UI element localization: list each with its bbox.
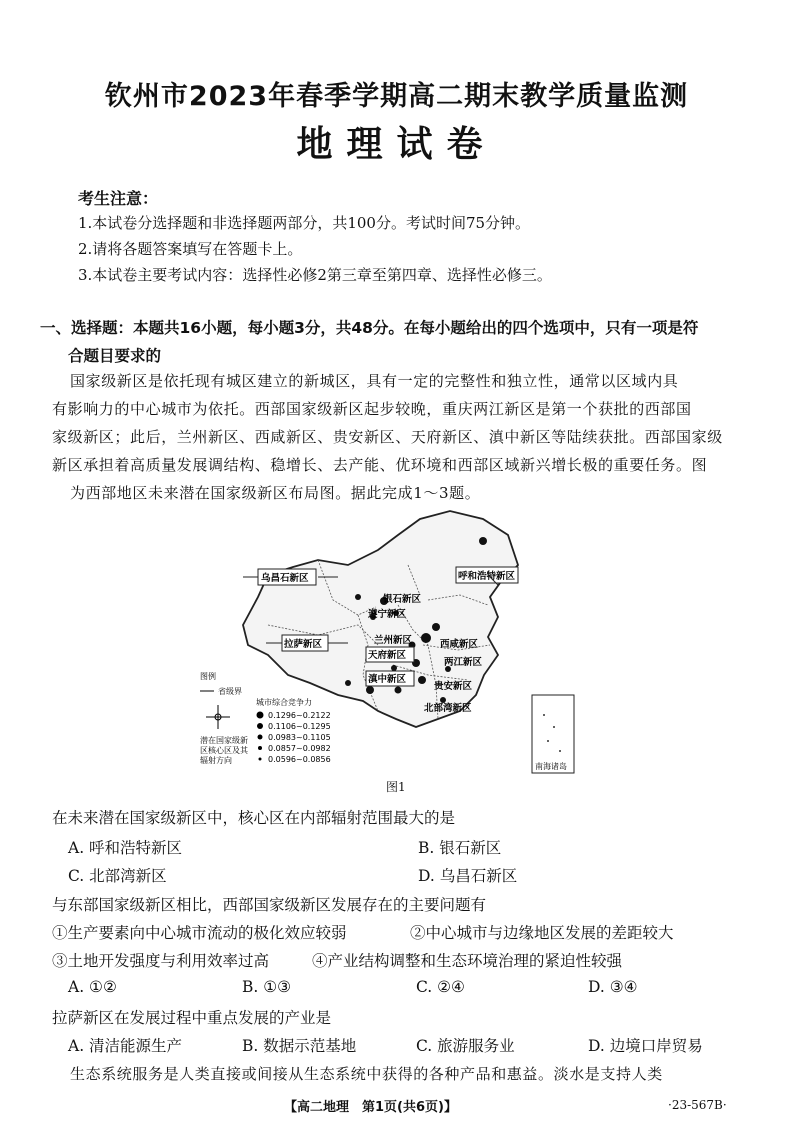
legend-level: 0.0857~0.0982 xyxy=(268,744,331,753)
option: B. ①③ xyxy=(242,978,292,996)
passage-line: 国家级新区是依托现有城区建立的新城区，具有一定的完整性和独立性，通常以区域内具 xyxy=(70,372,679,390)
passage-line: 家级新区；此后，兰州新区、西咸新区、贵安新区、天府新区、滇中新区等陆续获批。西部国家级 xyxy=(52,428,723,446)
south-china-sea-inset xyxy=(532,695,574,773)
legend-level: 0.1296~0.2122 xyxy=(268,711,331,720)
legend-arrow-icon xyxy=(206,705,230,729)
next-passage-line: 生态系统服务是人类直接或间接从生态系统中获得的各种产品和惠益。淡水是支持人类 xyxy=(70,1065,663,1083)
option: D. ③④ xyxy=(588,978,638,996)
region-label: 贵安新区 xyxy=(434,681,473,692)
inset-label: 南海诸岛 xyxy=(535,762,567,771)
passage-line: 为西部地区未来潜在国家级新区布局图。据此完成1～3题。 xyxy=(70,484,481,502)
option: A. 清洁能源生产 xyxy=(68,1037,183,1055)
option: B. 数据示范基地 xyxy=(242,1037,357,1055)
region-label: 两江新区 xyxy=(444,657,483,668)
region-label: 天府新区 xyxy=(368,650,407,661)
option: D. 乌昌石新区 xyxy=(418,867,518,885)
passage-line: 有影响力的中心城市为依托。西部国家级新区起步较晚，重庆两江新区是第一个获批的西部国 xyxy=(52,400,692,418)
statement: ④产业结构调整和生态环境治理的紧迫性较强 xyxy=(312,952,623,970)
region-label: 西咸新区 xyxy=(440,639,479,650)
legend-zone-line: 区核心区及其 xyxy=(200,746,248,755)
region-label: 北部湾新区 xyxy=(424,703,472,714)
region-label: 拉萨新区 xyxy=(284,639,323,650)
exam-code: ·23-567B· xyxy=(668,1098,727,1112)
statement: ②中心城市与边缘地区发展的差距较大 xyxy=(410,924,674,942)
region-label: 银石新区 xyxy=(383,594,422,605)
page-footer: 【高二地理 第1页(共6页)】 xyxy=(284,1100,457,1115)
question-stem: 拉萨新区在发展过程中重点发展的产业是 xyxy=(52,1009,332,1027)
option: A. ①② xyxy=(68,978,117,996)
section-heading: 一、选择题：本题共16小题，每小题3分，共48分。在每小题给出的四个选项中，只有一项是符 xyxy=(40,319,699,337)
notice-item: 1.本试卷分选择题和非选择题两部分，共100分。考试时间75分钟。 xyxy=(78,214,531,232)
legend-title: 图例 xyxy=(200,672,216,681)
region-label: 兰州新区 xyxy=(374,635,413,646)
western-new-area-map xyxy=(198,505,588,777)
option: B. 银石新区 xyxy=(418,839,502,857)
question-stem: 与东部国家级新区相比，西部国家级新区发展存在的主要问题有 xyxy=(52,896,487,914)
question-stem: 在未来潜在国家级新区中，核心区在内部辐射范围最大的是 xyxy=(52,809,456,827)
section-heading-cont: 合题目要求的 xyxy=(68,347,162,365)
notice-item: 2.请将各题答案填写在答题卡上。 xyxy=(78,240,303,258)
notice-item: 3.本试卷主要考试内容：选择性必修2第三章至第四章、选择性必修三。 xyxy=(78,266,552,284)
subject-title: 地理试卷 xyxy=(296,124,497,165)
region-label: 遵宁新区 xyxy=(368,609,407,620)
legend-level: 0.0596~0.0856 xyxy=(268,755,331,764)
region-label: 乌昌石新区 xyxy=(261,573,309,584)
legend-zone-line: 辐射方向 xyxy=(200,756,232,765)
legend xyxy=(200,671,331,765)
notice-heading: 考生注意： xyxy=(78,189,159,208)
legend-level: 0.1106~0.1295 xyxy=(268,722,331,731)
passage-line: 新区承担着高质量发展调结构、稳增长、去产能、优环境和西部区域新兴增长极的重要任务。图 xyxy=(52,456,708,474)
figure-label: 图1 xyxy=(386,780,406,794)
legend-competitiveness-title: 城市综合竞争力 xyxy=(256,698,312,707)
option: A. 呼和浩特新区 xyxy=(68,839,183,857)
exam-title: 钦州市2023年春季学期高二期末教学质量监测 xyxy=(104,81,689,112)
statement: ①生产要素向中心城市流动的极化效应较弱 xyxy=(52,924,347,942)
legend-zone-line: 潜在国家级新 xyxy=(200,736,248,745)
option: C. 旅游服务业 xyxy=(416,1037,515,1055)
option: C. ②④ xyxy=(416,978,465,996)
region-label: 呼和浩特新区 xyxy=(458,571,516,582)
legend-boundary: 省级界 xyxy=(218,687,242,696)
option: D. 边境口岸贸易 xyxy=(588,1037,703,1055)
option: C. 北部湾新区 xyxy=(68,867,167,885)
legend-level: 0.0983~0.1105 xyxy=(268,733,331,742)
region-label: 滇中新区 xyxy=(368,674,407,685)
statement: ③土地开发强度与利用效率过高 xyxy=(52,952,270,970)
